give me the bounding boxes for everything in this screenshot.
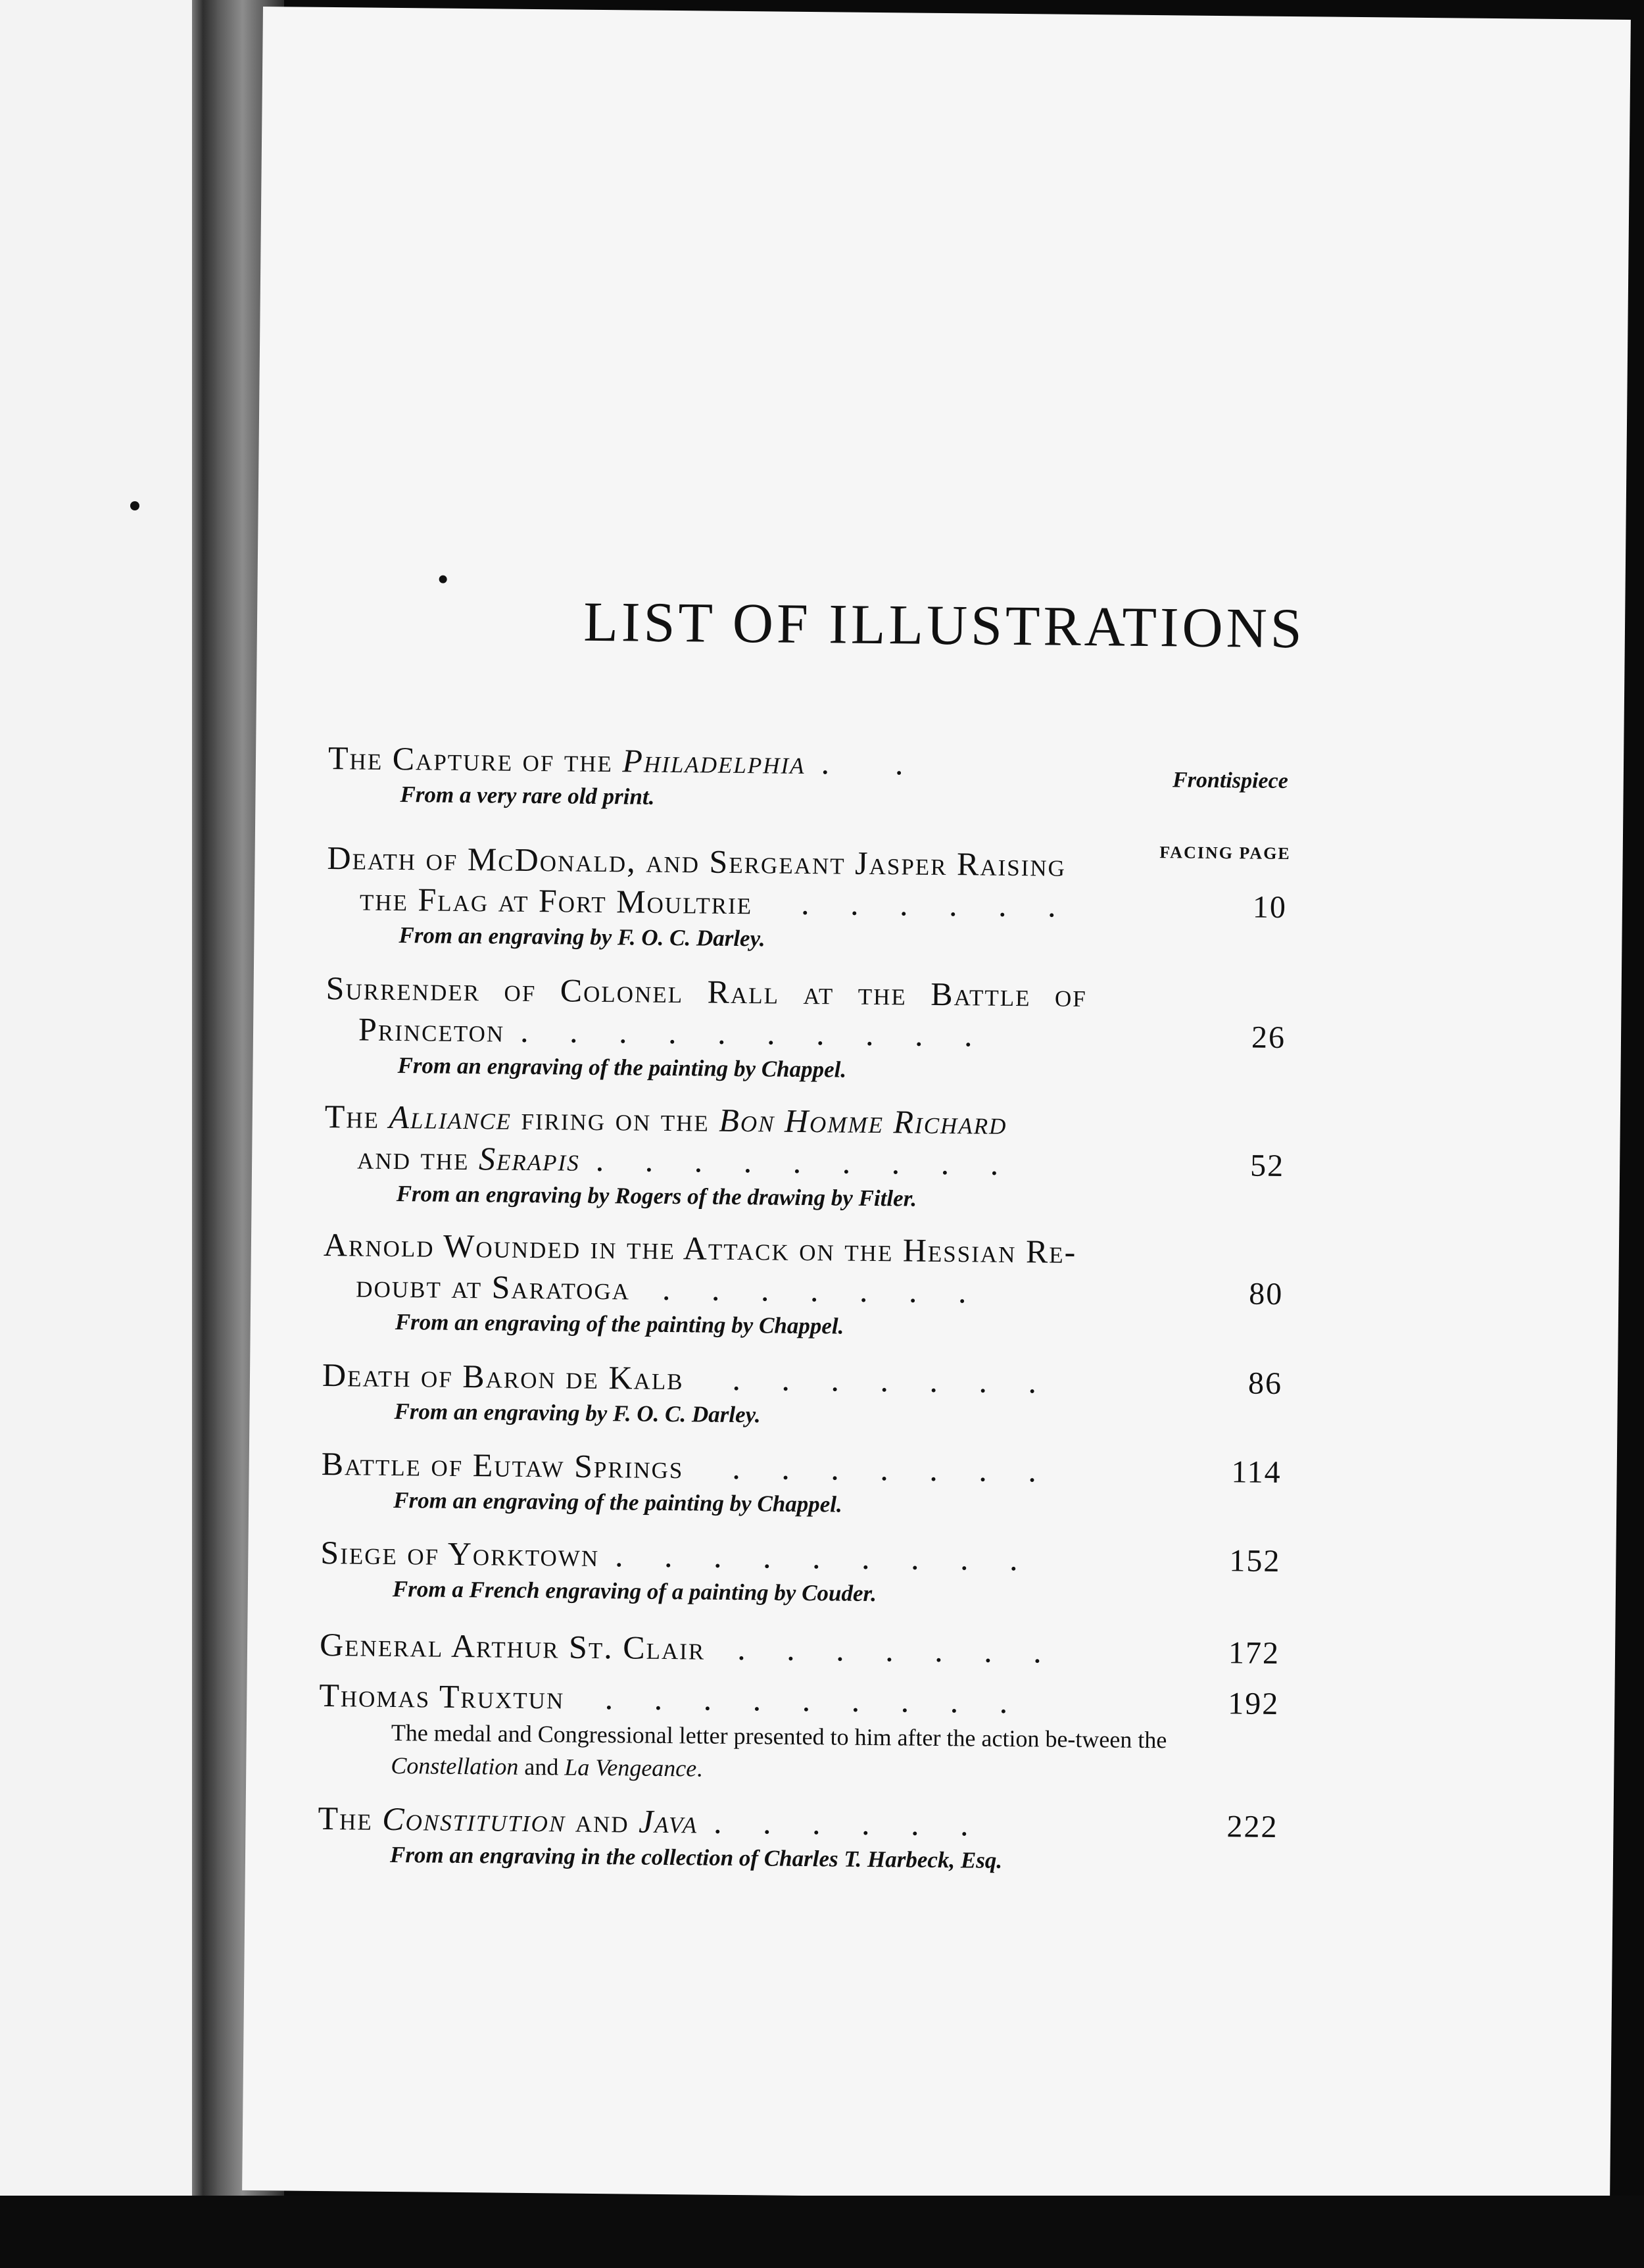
entry-source: From an engraving in the collection of Charles T. Harbeck, Esq. [389,1841,1003,1873]
dot-leader: . . [821,744,904,782]
illustration-entry [318,1675,1279,1790]
entry-title: The Capture of the Philadelphia . . Frontispiece [328,737,1289,787]
entry-source: From a French engraving of a painting by Couder. [392,1576,877,1607]
dot-leader: . . . . . . . [721,1629,1042,1670]
dot-leader: . . . . . . . . . [614,1537,1018,1578]
dot-leader: . . . . . . [767,884,1056,924]
entry-title-continued: doubt at Saratoga . . . . . . . 80 [323,1265,1284,1315]
illustration-entry [322,1354,1282,1436]
illustration-entry [320,1532,1281,1614]
illustration-entry [327,737,1288,819]
dot-leader: . . . . . . [713,1803,969,1843]
entry-title: Death of McDonald, and Sergeant Jasper Raising [327,839,1067,883]
entry-title: Arnold Wounded in the Attack on the Hessian Re- [323,1225,1077,1270]
entry-title: The Alliance firing on the Bon Homme Richard [324,1097,1007,1141]
facing-page-label: FACING PAGE [1159,843,1291,864]
page-number: 114 [1231,1454,1282,1490]
illustration-entry [320,1624,1280,1674]
entry-title: Battle of Eutaw Springs . . . . . . . 114 [321,1443,1282,1493]
book-page [242,7,1631,2204]
entry-title: Death of Baron de Kalb . . . . . . . 86 [322,1354,1283,1404]
page-number: 10 [1252,889,1288,925]
scan-border-right [1633,0,1644,2268]
entry-title: The Constitution and Java . . . . . . 222 [318,1798,1278,1848]
dot-leader: . . . . . . . . . [595,1141,999,1182]
entry-title: Siege of Yorktown . . . . . . . . . 152 [320,1532,1281,1582]
dot-leader: . . . . . . . . . [579,1679,1008,1720]
entry-source: From an engraving of the painting by Chappel. [397,1052,847,1083]
entry-title: Surrender of Colonel Rall at the Battle of [326,969,1088,1014]
entry-title-continued: the Flag at Fort Moultrie . . . . . . 10 [327,878,1288,928]
page-number: 52 [1249,1148,1285,1183]
page-number: 80 [1249,1276,1284,1312]
ink-speck [130,501,139,510]
entry-source: From an engraving by Rogers of the drawing by Fitler. [396,1181,917,1212]
entry-title-continued: and the Serapis . . . . . . . . . 52 [324,1137,1285,1187]
entry-title-continued: Princeton . . . . . . . . . . 26 [326,1008,1286,1058]
dot-leader: . . . . . . . [645,1270,967,1310]
entry-source: From an engraving by F. O. C. Darley. [399,922,765,952]
entry-source: From an engraving by F. O. C. Darley. [394,1398,761,1428]
entry-source: From an engraving of the painting by Chappel. [395,1309,844,1339]
entry-source: From an engraving of the painting by Chappel. [393,1487,842,1517]
illustration-entry [321,1443,1282,1525]
entry-title: Thomas Truxtun . . . . . . . . . 192 [319,1675,1280,1725]
page-number: 26 [1251,1020,1286,1055]
page-number: Frontispiece [1172,768,1288,794]
entry-title: General Arthur St. Clair . . . . . . . 172 [320,1624,1280,1674]
illustration-entry [325,968,1286,1090]
page-title: LIST OF ILLUSTRATIONS [583,589,1306,660]
page-number: 86 [1247,1366,1283,1401]
illustration-entry [324,1096,1285,1218]
page-number: 152 [1229,1543,1281,1579]
page-number: 172 [1228,1635,1280,1671]
entry-source: From a very rare old print. [400,781,655,810]
page-number: 192 [1228,1686,1280,1721]
illustration-entry [323,1224,1284,1346]
scan-border-bottom [0,2196,1644,2268]
left-facing-page [0,0,197,2197]
illustration-entry [326,837,1288,960]
dot-leader: . . . . . . . [699,1448,1037,1489]
dot-leader: . . . . . . . . . . [520,1012,973,1054]
entry-source: The medal and Congressional letter presented to him after the action be-tween the Constellation and La Vengeance. [391,1719,1167,1782]
ink-speck [439,576,447,583]
illustration-entry [318,1798,1278,1879]
page-number: 222 [1226,1809,1278,1844]
dot-leader: . . . . . . . [699,1360,1037,1400]
